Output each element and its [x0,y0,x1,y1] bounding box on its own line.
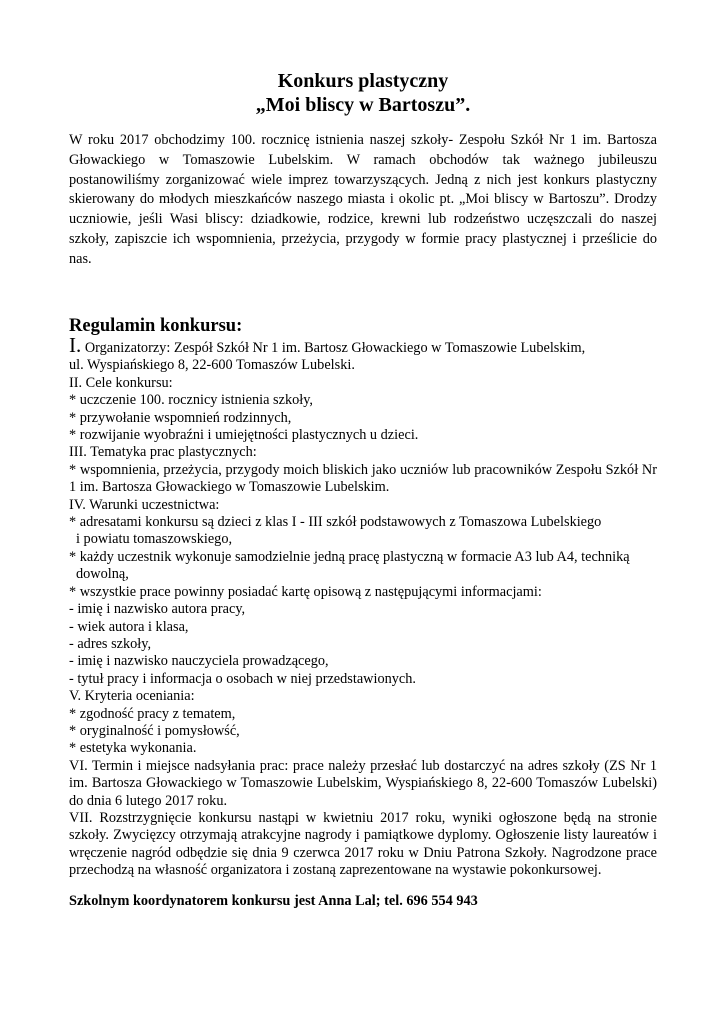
list-item: * przywołanie wspomnień rodzinnych, [69,409,292,426]
section-1-text: Organizatorzy: Zespół Szkół Nr 1 im. Bartosz Głowackiego w Tomaszowie Lubelskim, [81,340,586,356]
list-item: * oryginalność i pomysłowść, [69,722,240,739]
intro-paragraph: W roku 2017 obchodzimy 100. rocznicę istnienia naszej szkoły- Zespołu Szkół Nr 1 im. Bartosza Głowackiego w Tomaszowie Lubelskim. W ramach obchodów tak ważnego jubileuszu postanowiliśmy zorganizować wiele imprez towarzyszących. Jedną z nich jest konkurs plastyczny skierowany do młodych mieszkańców naszego miasta i okolic pt. „Moi bliscy w Bartoszu”. Drodzy uczniowie, jeśli Wasi bliscy: dziadkowie, rodzice, krewni lub rodzeństwo uczęszczali do naszej szkoły, zapiszcie ich wspomnienia, przeżycia, przygody w formie pracy plastycznej i prześlicie do nas. [69,132,657,267]
section-2-title: II. Cele konkursu: [69,374,173,391]
section-1-numeral: I. [69,333,82,357]
list-item: * estetyka wykonania. [69,740,197,757]
list-item-continuation: dowolną, [76,566,129,583]
info-item: - wiek autora i klasa, [69,618,189,635]
info-item: - imię i nazwisko nauczyciela prowadzącego, [69,653,329,670]
regulamin-heading: Regulamin konkursu: [69,316,243,336]
list-item: * każdy uczestnik wykonuje samodzielnie jedną pracę plastyczną w formacie A3 lub A4, techniką [69,548,630,565]
info-item: - adres szkoły, [69,635,152,652]
info-item: - imię i nazwisko autora pracy, [69,601,246,618]
list-item: * adresatami konkursu są dzieci z klas I - III szkół podstawowych z Tomaszowa Lubelskiego [69,514,602,531]
section-1-line [69,333,657,357]
page-subtitle: „Moi bliscy w Bartoszu”. [255,94,471,116]
section-3-title: III. Tematyka prac plastycznych: [69,444,257,461]
section-3-item: * wspomnienia, przeżycia, przygody moich bliskich jako uczniów lub pracowników Zespołu Szkół Nr 1 im. Bartosza Głowackiego w Tomaszowie Lubelskim. [69,461,657,496]
section-5-title: V. Kryteria oceniania: [69,688,195,705]
info-item: - tytuł pracy i informacja o osobach w niej przedstawionych. [69,670,416,687]
regulamin-body [69,333,657,880]
section-1-address: ul. Wyspiańskiego 8, 22-600 Tomaszów Lubelski. [69,357,355,374]
section-6: VI. Termin i miejsce nadsyłania prac: prace należy przesłać lub dostarczyć na adres szkoły (ZS Nr 1 im. Bartosza Głowackiego w Tomaszowie Lubelskim, Wyspiańskiego 8, 22-600 Tomaszów Lubelski) do dnia 6 lutego 2017 roku. [69,757,657,809]
section-7: VII. Rozstrzygnięcie konkursu nastąpi w kwietniu 2017 roku, wyniki ogłoszone będą na stronie szkoły. Zwycięzcy otrzymają atrakcyjne nagrody i pamiątkowe dyplomy. Ogłoszenie listy laureatów i wręczenie nagród odbędzie się dnia 9 czerwca 2017 roku w Dniu Patrona Szkoły. Nagrodzone prace przechodzą na własność organizatora i zostaną zaprezentowane na wystawie pokonkursowej. [69,809,657,879]
list-item: * wszystkie prace powinny posiadać kartę opisową z następującymi informacjami: [69,583,542,600]
page-title: Konkurs plastyczny [277,70,449,92]
list-item: * uczczenie 100. rocznicy istnienia szkoły, [69,392,314,409]
list-item: * rozwijanie wyobraźni i umiejętności plastycznych u dzieci. [69,427,419,444]
list-item: * zgodność pracy z tematem, [69,705,236,722]
section-4-title: IV. Warunki uczestnictwa: [69,496,220,513]
list-item-continuation: i powiatu tomaszowskiego, [76,531,233,548]
coordinator-contact: Szkolnym koordynatorem konkursu jest Anna Lal; tel. 696 554 943 [69,893,478,909]
